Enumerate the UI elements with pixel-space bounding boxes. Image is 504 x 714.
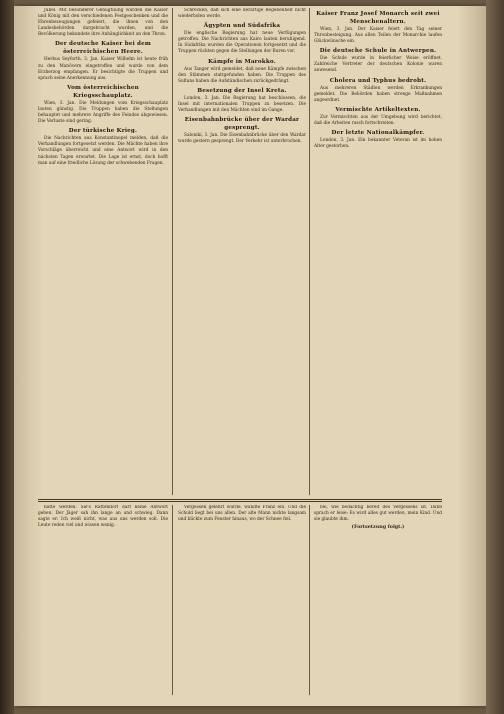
paragraph: Vergessen gelehrt wurde, wandte Franz ein. Und die Schuld liegt bei uns allen. Der alte Mann nickte langsam und blickte zum Fenster hinaus, wo der Schnee fiel.	[178, 505, 306, 523]
article-headline: Kämpfe in Marokko.	[208, 58, 276, 65]
paragraph: Wien, 3. Jan. Der Kaiser feiert den Tag seiner Thronbesteigung. Aus allen Teilen der Monarchie laufen Glückwünsche ein.	[314, 27, 442, 45]
page-edge	[486, 0, 504, 714]
article-headline: Der türkische Krieg.	[68, 128, 138, 135]
article-headline: Besetzung der Insel Kreta.	[197, 87, 287, 94]
paragraph: Jubel. Mit besonderer Genugtuung wurden die Kaiser und König mit den verschiedenen Festgeschenken und die Ehrenbezeugungen gefeiert, die ihnen von den Landesbehörden dargebracht wurden, und die Bevölkerung bekundete ihre Anhänglichkeit an den Thron.	[38, 8, 168, 38]
continuation-note: (Fortsetzung folgt.)	[351, 524, 405, 531]
paragraph: Die Schule wurde in feierlicher Weise eröffnet. Zahlreiche Vertreter der deutschen Kolonie waren anwesend.	[314, 56, 442, 74]
paragraph: hätte werden. Sie's Rattendorf darf keine Antwort geben. Der Jäger sah ihn lange an und schwieg. Dann sagte er: Ich weiß nicht, was aus uns werden soll. Die Leute reden viel und wissen wenig.	[38, 505, 168, 529]
article-headline: Cholera und Typhus bedroht.	[329, 77, 427, 84]
column-rule	[172, 8, 173, 495]
article-headline: Kaiser Franz Josef Monarch seit zwei Menschenaltern.	[316, 11, 440, 25]
article-headline: Die deutsche Schule in Antwerpen.	[319, 48, 437, 55]
column-3	[314, 8, 442, 495]
paragraph: London, 3. Jan. Die Regierung hat beschlossen, die Insel mit internationalen Truppen zu besetzen. Die Verhandlungen mit den Mächten sind im Gange.	[178, 95, 306, 114]
paragraph: Herkus Seyforth, 3. Jan. Kaiser Wilhelm ist heute früh zu den Manövern eingetroffen und wurde von dem Erzherzog empfangen. Er besichtigte die Truppen und sprach seine Anerkennung aus.	[38, 57, 168, 81]
feuilleton-divider	[38, 499, 442, 500]
article-headline: Eisenbahnbrücke über der Wardar gesprengt.	[184, 117, 300, 132]
paragraph: Aus Tanger wird gemeldet, daß neue Kämpfe zwischen den Stämmen stattgefunden haben. Die Truppen des Sultans haben die Aufständischen zurückgedrängt.	[178, 66, 306, 84]
feuilleton-column-1	[38, 505, 168, 695]
column-2	[178, 8, 306, 495]
paragraph: bei, wie bedächtig bereit des Vergessens ist. Dann sprach er leise: Es wird alles gut werden, mein Kind. Und sie glaubte ihm.	[314, 505, 442, 523]
paragraph: Die englische Regierung hat neue Verfügungen getroffen. Die Nachrichten aus Kairo lauten beruhigend. In Südafrika wurden die Operationen fortgesetzt und die Truppen rückten gegen die Stellungen der Buren vor.	[178, 31, 306, 55]
paragraph: Schrecken, daß sich eine derartige Begebenheit nicht wiederholen werde.	[178, 8, 306, 20]
article-headline: Ägypten und Südafrika	[203, 23, 281, 30]
paragraph: London, 3. Jan. Ein bekannter Veteran ist im hohen Alter gestorben.	[314, 138, 442, 150]
article-headline: Vom österreichischen Kriegsschauplatz.	[67, 84, 139, 99]
article-headline: Der letzte Nationalkämpfer.	[331, 130, 425, 137]
feuilleton-column-3	[314, 505, 442, 695]
column-rule	[172, 505, 173, 695]
paragraph: Die Nachrichten aus Konstantinopel melden, daß die Verhandlungen fortgesetzt werden. Die Mächte haben ihre Vorschläge überreicht und eine Antwort wird in den nächsten Tagen erwartet. Die Lage ist ernst, doch hofft man auf eine friedliche Lösung der schwebenden Fragen.	[38, 136, 168, 166]
column-rule	[309, 8, 310, 495]
paragraph: Wien, 3. Jan. Die Meldungen vom Kriegsschauplatz lauten günstig. Die Truppen haben die Stellungen behauptet und mehrere Angriffe des Feindes abgewiesen. Die Verluste sind gering.	[38, 100, 168, 125]
paragraph: Zur Vermischten aus der Umgebung wird berichtet, daß die Arbeiten rasch fortschreiten.	[314, 114, 442, 126]
paragraph: Aus mehreren Städten werden Erkrankungen gemeldet. Die Behörden haben strenge Maßnahmen angeordnet.	[314, 85, 442, 103]
column-rule	[309, 505, 310, 695]
column-1	[38, 8, 168, 495]
book-binding	[0, 0, 14, 714]
article-headline: Der deutsche Kaiser bei dem österreichischen Heere.	[54, 41, 152, 56]
feuilleton-column-2	[178, 505, 306, 695]
paragraph: Saloniki, 3. Jan. Die Eisenbahnbrücke über den Wardar wurde gestern gesprengt. Der Verkehr ist unterbrochen.	[178, 133, 306, 145]
article-headline: Vermischte Artikeltexten.	[335, 106, 421, 113]
